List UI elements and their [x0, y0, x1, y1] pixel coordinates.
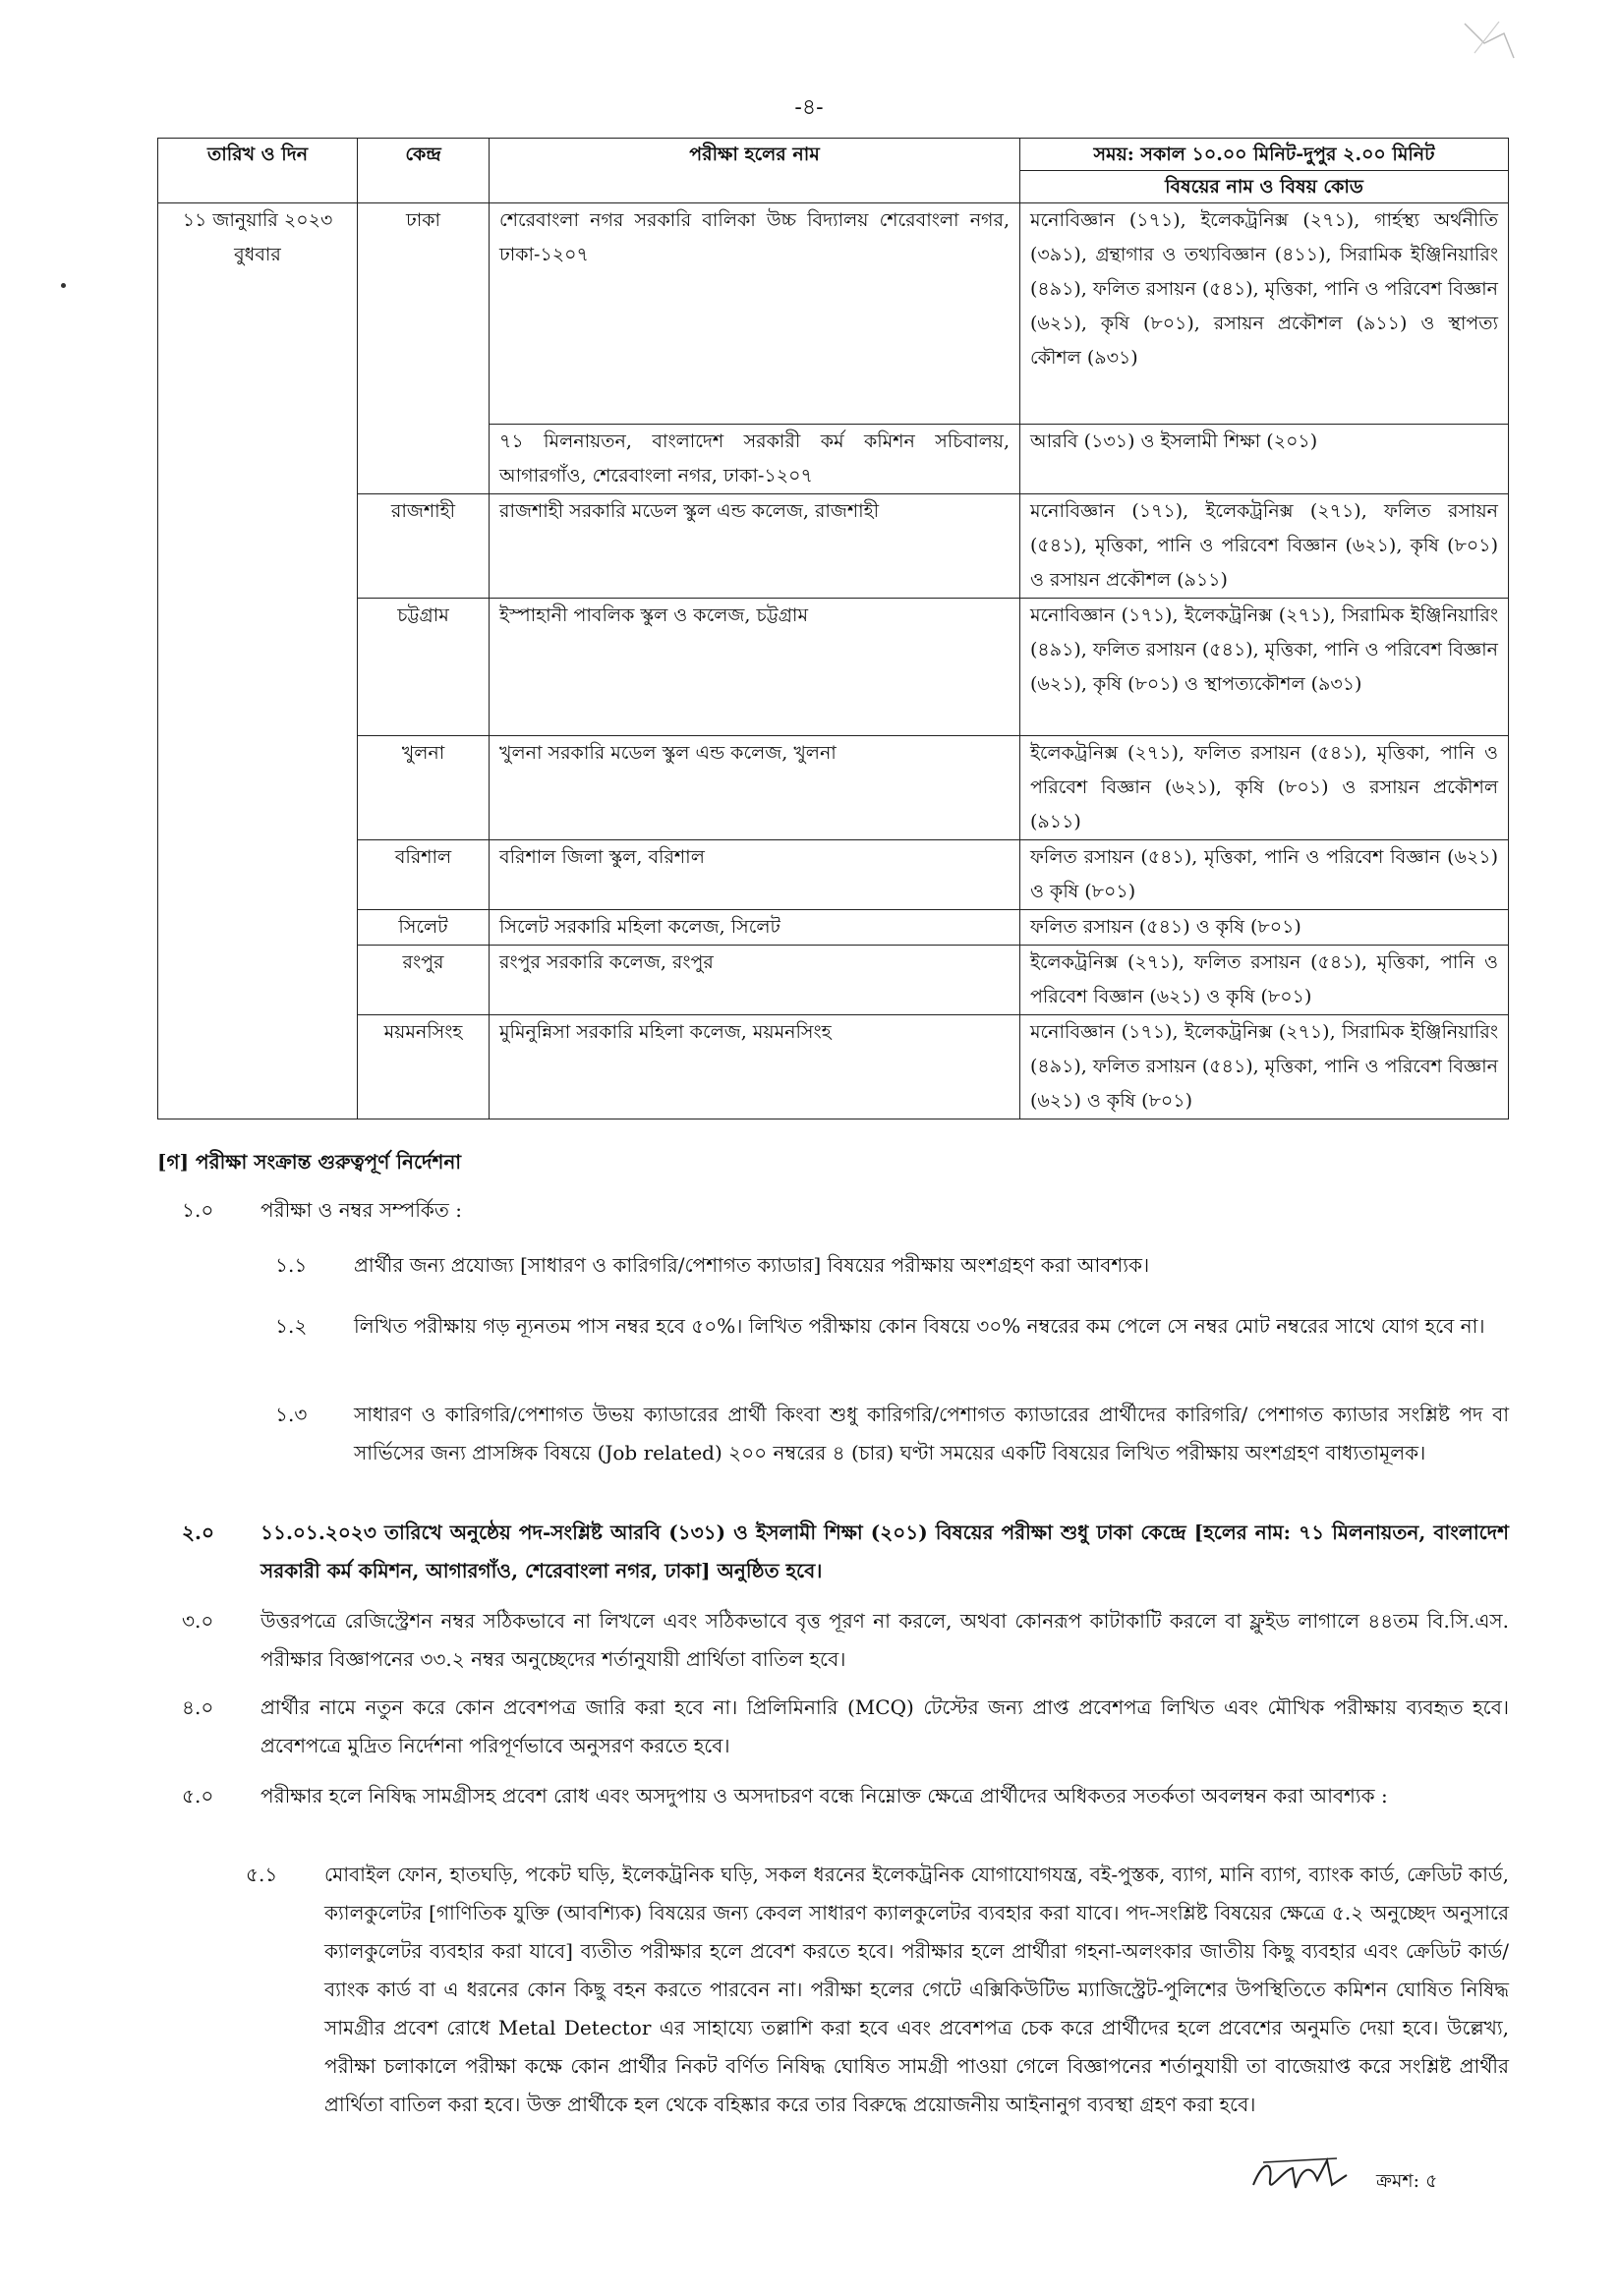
table-row — [158, 840, 1509, 910]
section-1-2-text: লিখিত পরীক্ষায় গড় ন্যূনতম পাস নম্বর হবে ৫০%। লিখিত পরীক্ষায় কোন বিষয়ে ৩০% নম্বরের কম পেলে সে নম্বর মোট নম্বরের সাথে যোগ হবে না। — [354, 1314, 1485, 1338]
corner-mark — [1455, 14, 1524, 73]
section-5-number: ৫.০ — [182, 1784, 214, 1808]
header-center: কেন্দ্র — [358, 139, 490, 203]
section-2-number: ২.০ — [182, 1521, 214, 1544]
subject-cell: মনোবিজ্ঞান (১৭১), ইলেকট্রনিক্স (২৭১), সিরামিক ইঞ্জিনিয়ারিং (৪৯১), ফলিত রসায়ন (৫৪১), মৃত্তিকা, পানি ও পরিবেশ বিজ্ঞান (৬২১) ও কৃষি (৮০১) — [1020, 1015, 1509, 1119]
instructions-title: [গ] পরীক্ষা সংক্রান্ত গুরুত্বপূর্ণ নির্দেশনা — [157, 1150, 462, 1174]
table-row — [158, 599, 1509, 736]
subject-cell: ফলিত রসায়ন (৫৪১), মৃত্তিকা, পানি ও পরিবেশ বিজ্ঞান (৬২১) ও কৃষি (৮০১) — [1020, 840, 1509, 910]
section-4-number: ৪.০ — [182, 1695, 214, 1719]
exam-day: বুধবার — [234, 244, 281, 265]
section-3-number: ৩.০ — [182, 1609, 214, 1633]
table-row — [158, 203, 1509, 425]
section-4-text: প্রার্থীর নামে নতুন করে কোন প্রবেশপত্র জারি করা হবে না। প্রিলিমিনারি (MCQ) টেস্টের জন্য প্রাপ্ত প্রবেশপত্র লিখিত এবং মৌখিক পরীক্ষায় ব্যবহৃত হবে। প্রবেশপত্রে মুদ্রিত নির্দেশনা পরিপূর্ণভাবে অনুসরণ করতে হবে। — [260, 1695, 1509, 1757]
subject-cell: মনোবিজ্ঞান (১৭১), ইলেকট্রনিক্স (২৭১), গার্হস্থ্য অর্থনীতি (৩৯১), গ্রন্থাগার ও তথ্যবিজ্ঞান (৪১১), সিরামিক ইঞ্জিনিয়ারিং (৪৯১), ফলিত রসায়ন (৫৪১), মৃত্তিকা, পানি ও পরিবেশ বিজ্ঞান (৬২১), কৃষি (৮০১), রসায়ন প্রকৌশল (৯১১) ও স্থাপত্য কৌশল (৯৩১) — [1020, 203, 1509, 425]
center-cell: চট্টগ্রাম — [358, 599, 490, 736]
subject-cell: ইলেকট্রনিক্স (২৭১), ফলিত রসায়ন (৫৪১), মৃত্তিকা, পানি ও পরিবেশ বিজ্ঞান (৬২১), কৃষি (৮০১) ও রসায়ন প্রকৌশল (৯১১) — [1020, 736, 1509, 840]
center-cell: রংপুর — [358, 946, 490, 1015]
subject-cell: আরবি (১৩১) ও ইসলামী শিক্ষা (২০১) — [1020, 425, 1509, 494]
page-number: -৪- — [794, 95, 824, 120]
subject-cell: মনোবিজ্ঞান (১৭১), ইলেকট্রনিক্স (২৭১), ফলিত রসায়ন (৫৪১), মৃত্তিকা, পানি ও পরিবেশ বিজ্ঞান (৬২১), কৃষি (৮০১) ও রসায়ন প্রকৌশল (৯১১) — [1020, 494, 1509, 599]
table-row — [158, 1015, 1509, 1119]
stray-dot — [61, 283, 66, 288]
subject-cell: মনোবিজ্ঞান (১৭১), ইলেকট্রনিক্স (২৭১), সিরামিক ইঞ্জিনিয়ারিং (৪৯১), ফলিত রসায়ন (৫৪১), মৃত্তিকা, পানি ও পরিবেশ বিজ্ঞান (৬২১), কৃষি (৮০১) ও স্থাপত্যকৌশল (৯৩১) — [1020, 599, 1509, 736]
header-date: তারিখ ও দিন — [158, 139, 358, 203]
header-subject: বিষয়ের নাম ও বিষয় কোড — [1020, 171, 1509, 203]
section-1-1-number: ১.১ — [275, 1253, 308, 1277]
section-1-3-text: সাধারণ ও কারিগরি/পেশাগত উভয় ক্যাডারের প্রার্থী কিংবা শুধু কারিগরি/পেশাগত ক্যাডারের প্রার্থীদের কারিগরি/ পেশাগত ক্যাডার সংশ্লিষ্ট পদ বা সার্ভিসের জন্য প্রাসঙ্গিক বিষয়ে (Job related) ২০০ নম্বরের ৪ (চার) ঘণ্টা সময়ের একটি বিষয়ের লিখিত পরীক্ষায় অংশগ্রহণ বাধ্যতামূলক। — [354, 1403, 1509, 1464]
section-1-3-number: ১.৩ — [275, 1403, 308, 1426]
hall-cell: বরিশাল জিলা স্কুল, বরিশাল — [490, 840, 1020, 910]
section-5-1-text: মোবাইল ফোন, হাতঘড়ি, পকেট ঘড়ি, ইলেকট্রনিক ঘড়ি, সকল ধরনের ইলেকট্রনিক যোগাযোগযন্ত্র, বই-পুস্তক, ব্যাগ, মানি ব্যাগ, ব্যাংক কার্ড, ক্রেডিট কার্ড, ক্যালকুলেটর [গাণিতিক যুক্তি (আবশ্যিক) বিষয়ের জন্য কেবল সাধারণ ক্যালকুলেটর ব্যবহার করা যাবে। পদ-সংশ্লিষ্ট বিষয়ের ক্ষেত্রে ৫.২ অনুচ্ছেদ অনুসারে ক্যালকুলেটর ব্যবহার করা যাবে] ব্যতীত পরীক্ষার হলে প্রবেশ করতে হবে। পরীক্ষার হলে প্রার্থীরা গহনা-অলংকার জাতীয় কিছু ব্যবহার এবং ক্রেডিট কার্ড/ব্যাংক কার্ড বা এ ধরনের কোন কিছু বহন করতে পারবেন না। পরীক্ষা হলের গেটে এক্সিকিউটিভ ম্যাজিস্ট্রেট-পুলিশের উপস্থিতিতে কমিশন ঘোষিত নিষিদ্ধ সামগ্রীর প্রবেশ রোধে Metal Detector এর সাহায্যে তল্লাশি করা হবে এবং প্রবেশপত্র চেক করে প্রার্থীদের হলে প্রবেশের অনুমতি দেয়া হবে। উল্লেখ্য, পরীক্ষা চলাকালে পরীক্ষা কক্ষে কোন প্রার্থীর নিকট বর্ণিত নিষিদ্ধ ঘোষিত সামগ্রী পাওয়া গেলে বিজ্ঞাপনের শর্তানুযায়ী তা বাজেয়াপ্ত করে সংশ্লিষ্ট প্রার্থীর প্রার্থিতা বাতিল করা হবে। উক্ত প্রার্থীকে হল থেকে বহিষ্কার করে তার বিরুদ্ধে প্রয়োজনীয় আইনানুগ ব্যবস্থা গ্রহণ করা হবে। — [324, 1863, 1509, 2116]
hall-cell: শেরেবাংলা নগর সরকারি বালিকা উচ্চ বিদ্যালয় শেরেবাংলা নগর, ঢাকা-১২০৭ — [490, 203, 1020, 425]
hall-cell: সিলেট সরকারি মহিলা কলেজ, সিলেট — [490, 910, 1020, 946]
section-1-text: পরীক্ষা ও নম্বর সম্পর্কিত : — [260, 1198, 463, 1222]
section-2-text: ১১.০১.২০২৩ তারিখে অনুষ্ঠেয় পদ-সংশ্লিষ্ট আরবি (১৩১) ও ইসলামী শিক্ষা (২০১) বিষয়ের পরীক্ষা শুধু ঢাকা কেন্দ্রে [হলের নাম: ৭১ মিলনায়তন, বাংলাদেশ সরকারী কর্ম কমিশন, আগারগাঁও, শেরেবাংলা নগর, ঢাকা] অনুষ্ঠিত হবে। — [260, 1521, 1509, 1582]
date-cell — [158, 203, 358, 1119]
exam-date: ১১ জানুয়ারি ২০২৩ — [182, 209, 333, 231]
hall-cell: রংপুর সরকারি কলেজ, রংপুর — [490, 946, 1020, 1015]
table-row — [158, 910, 1509, 946]
hall-cell: খুলনা সরকারি মডেল স্কুল এন্ড কলেজ, খুলনা — [490, 736, 1020, 840]
header-time: সময়: সকাল ১০.০০ মিনিট-দুপুর ২.০০ মিনিট — [1020, 139, 1509, 171]
signature — [1248, 2151, 1357, 2200]
section-3-text: উত্তরপত্রে রেজিস্ট্রেশন নম্বর সঠিকভাবে না লিখলে এবং সঠিকভাবে বৃত্ত পূরণ না করলে, অথবা কোনরূপ কাটাকাটি করলে বা ফ্লুইড লাগালে ৪৪তম বি.সি.এস. পরীক্ষার বিজ্ঞাপনের ৩৩.২ নম্বর অনুচ্ছেদের শর্তানুযায়ী প্রার্থিতা বাতিল হবে। — [260, 1609, 1509, 1671]
hall-cell: ৭১ মিলনায়তন, বাংলাদেশ সরকারী কর্ম কমিশন সচিবালয়, আগারগাঁও, শেরেবাংলা নগর, ঢাকা-১২০৭ — [490, 425, 1020, 494]
subject-cell: ইলেকট্রনিক্স (২৭১), ফলিত রসায়ন (৫৪১), মৃত্তিকা, পানি ও পরিবেশ বিজ্ঞান (৬২১) ও কৃষি (৮০১) — [1020, 946, 1509, 1015]
table-row — [158, 494, 1509, 599]
section-1-1-text: প্রার্থীর জন্য প্রযোজ্য [সাধারণ ও কারিগরি/পেশাগত ক্যাডার] বিষয়ের পরীক্ষায় অংশগ্রহণ করা আবশ্যক। — [354, 1253, 1150, 1277]
center-cell: ঢাকা — [358, 203, 490, 494]
center-cell: খুলনা — [358, 736, 490, 840]
hall-cell: মুমিনুন্নিসা সরকারি মহিলা কলেজ, ময়মনসিংহ — [490, 1015, 1020, 1119]
table-row — [158, 736, 1509, 840]
center-cell: রাজশাহী — [358, 494, 490, 599]
center-cell: বরিশাল — [358, 840, 490, 910]
hall-cell: রাজশাহী সরকারি মডেল স্কুল এন্ড কলেজ, রাজশাহী — [490, 494, 1020, 599]
section-5-text: পরীক্ষার হলে নিষিদ্ধ সামগ্রীসহ প্রবেশ রোধ এবং অসদুপায় ও অসদাচরণ বন্ধে নিম্নোক্ত ক্ষেত্রে প্রার্থীদের অধিকতর সতর্কতা অবলম্বন করা আবশ্যক : — [260, 1784, 1388, 1808]
center-cell: ময়মনসিংহ — [358, 1015, 490, 1119]
center-cell: সিলেট — [358, 910, 490, 946]
continued-note: ক্রমশ: ৫ — [1376, 2170, 1438, 2192]
section-1-number: ১.০ — [182, 1198, 214, 1222]
subject-cell: ফলিত রসায়ন (৫৪১) ও কৃষি (৮০১) — [1020, 910, 1509, 946]
header-hall: পরীক্ষা হলের নাম — [490, 139, 1020, 203]
hall-cell: ইস্পাহানী পাবলিক স্কুল ও কলেজ, চট্টগ্রাম — [490, 599, 1020, 736]
exam-schedule-table — [157, 138, 1509, 1119]
section-1-2-number: ১.২ — [275, 1314, 308, 1338]
table-header-row — [158, 139, 1509, 171]
table-row — [158, 946, 1509, 1015]
section-5-1-number: ৫.১ — [246, 1863, 278, 1886]
